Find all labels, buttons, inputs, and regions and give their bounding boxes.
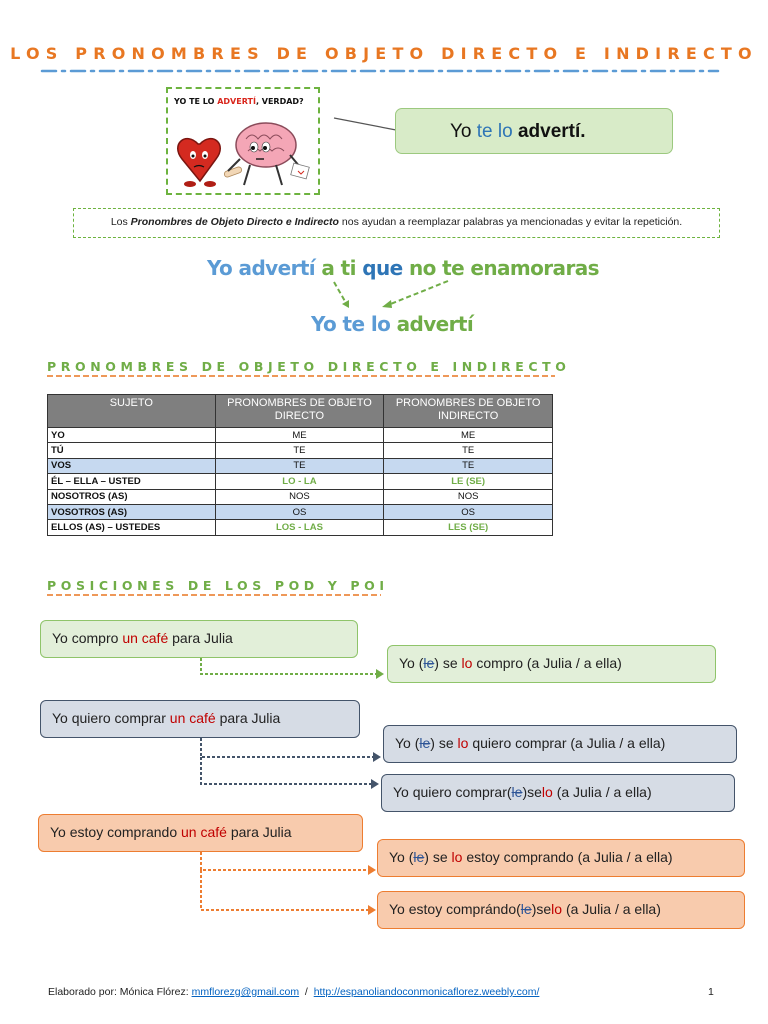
table-cell: ELLOS (AS) – USTEDES [48,520,216,535]
table-cell: LO - LA [215,474,384,489]
table-cell: NOS [215,489,384,504]
footer-credits [48,986,539,998]
g3-source-c: para Julia [226,824,292,840]
table-cell: TE [384,458,553,473]
cartoon-caption-post: , VERDAD? [255,97,304,106]
sentence1-w4: no te enamoraras [408,256,599,280]
g3-t1-b: le [413,849,425,865]
table-cell: TÚ [48,443,216,458]
g2-t1-d: lo [457,735,469,751]
example-box-source-2 [40,700,360,738]
g2-source-b: un café [169,710,216,726]
g1-t1-b: le [423,655,435,671]
table-cell: VOSOTROS (AS) [48,504,216,519]
g3-t1-c: ) se [424,849,452,865]
cartoon-caption-pre: YO TE LO [174,97,218,106]
footer-separator: / [299,986,314,998]
example-box-result-2a [383,725,737,763]
table-cell: YO [48,428,216,443]
g3-t2-e: (a Julia / a ella) [562,901,661,917]
page-title: LOS PRONOMBRES DE OBJETO DIRECTO E INDIRECTO [10,44,758,63]
section-heading-pronombres: PRONOMBRES DE OBJETO DIRECTO E INDIRECTO [47,359,571,374]
bubble-te-lo: te lo [476,121,513,142]
table-cell: LOS - LAS [215,520,384,535]
table-cell: LE (SE) [384,474,553,489]
table-cell: VOS [48,458,216,473]
g1-t1-c: ) se [434,655,462,671]
g3-t1-e: estoy comprando (a Julia / a ella) [462,849,673,865]
footer-label: Elaborado por: Mónica Flórez: [48,986,192,998]
g1-t1-d: lo [461,655,473,671]
example-box-result-3a [377,839,745,877]
cartoon-caption-red: ADVERTÍ [217,97,256,106]
table-cell: NOSOTROS (AS) [48,489,216,504]
table-cell: TE [384,443,553,458]
g2-t2-d: lo [541,784,553,800]
g2-t1-b: le [419,735,431,751]
g2-source-a: Yo quiero comprar [52,710,170,726]
table-cell: OS [384,504,553,519]
g2-t1-e: quiero comprar (a Julia / a ella) [468,735,666,751]
table-cell: ME [384,428,553,443]
g3-t1-a: Yo ( [389,849,414,865]
table-cell: TE [215,443,384,458]
sentence1-w3: que [362,256,403,280]
example-box-result-1 [387,645,716,683]
g3-t2-a: Yo estoy comprándo( [389,901,521,917]
example-box-result-2b [381,774,735,812]
g2-t2-c: )se [522,784,542,800]
g2-t1-a: Yo ( [395,735,420,751]
g3-t2-c: )se [531,901,552,917]
g1-t1-a: Yo ( [399,655,424,671]
intro-pre: Los [110,216,131,228]
table-header: PRONOMBRES DE OBJETO INDIRECTO [384,395,553,428]
table-cell: ME [215,428,384,443]
sentence1-w1: Yo advertí [207,256,316,280]
g1-source-a: Yo compro [52,630,123,646]
example-box-source-3 [38,814,363,852]
g3-source-b: un café [181,824,227,840]
g2-t1-c: ) se [430,735,458,751]
footer-email-link[interactable]: mmflorezg@gmail.com [191,986,300,998]
g3-t2-b: le [520,901,532,917]
table-cell: ÉL – ELLA – USTED [48,474,216,489]
g2-t2-b: le [511,784,523,800]
intro-emph: Pronombres de Objeto Directo e Indirecto [130,216,339,228]
sentence2-w1: Yo te lo [311,312,391,336]
footer-url-link[interactable]: http://espanoliandoconmonicaflorez.weebly.com/ [313,986,540,998]
g2-t2-a: Yo quiero comprar( [393,784,512,800]
table-cell: OS [215,504,384,519]
example-box-result-3b [377,891,745,929]
section-heading-posiciones: POSICIONES DE LOS POD Y POI [47,578,389,593]
bubble-adverti: advertí. [517,121,586,142]
g3-source-a: Yo estoy comprando [50,824,182,840]
bubble-yo: Yo [450,121,472,142]
g2-source-c: para Julia [215,710,281,726]
g1-t1-e: compro (a Julia / a ella) [472,655,622,671]
g3-t2-d: lo [551,901,563,917]
table-cell: TE [215,458,384,473]
sentence1-w2: a ti [321,256,356,280]
g3-t1-d: lo [451,849,463,865]
table-header: PRONOMBRES DE OBJETO DIRECTO [215,395,384,428]
sentence2-w2: advertí [396,312,474,336]
intro-post: nos ayudan a reemplazar palabras ya mencionadas y evitar la repetición. [338,216,683,228]
table-header: SUJETO [48,395,216,428]
g2-t2-e: (a Julia / a ella) [552,784,652,800]
page-number: 1 [708,986,714,998]
example-box-source-1 [40,620,358,658]
table-cell: LES (SE) [384,520,553,535]
g1-source-c: para Julia [168,630,233,646]
g1-source-b: un café [122,630,169,646]
table-cell: NOS [384,489,553,504]
